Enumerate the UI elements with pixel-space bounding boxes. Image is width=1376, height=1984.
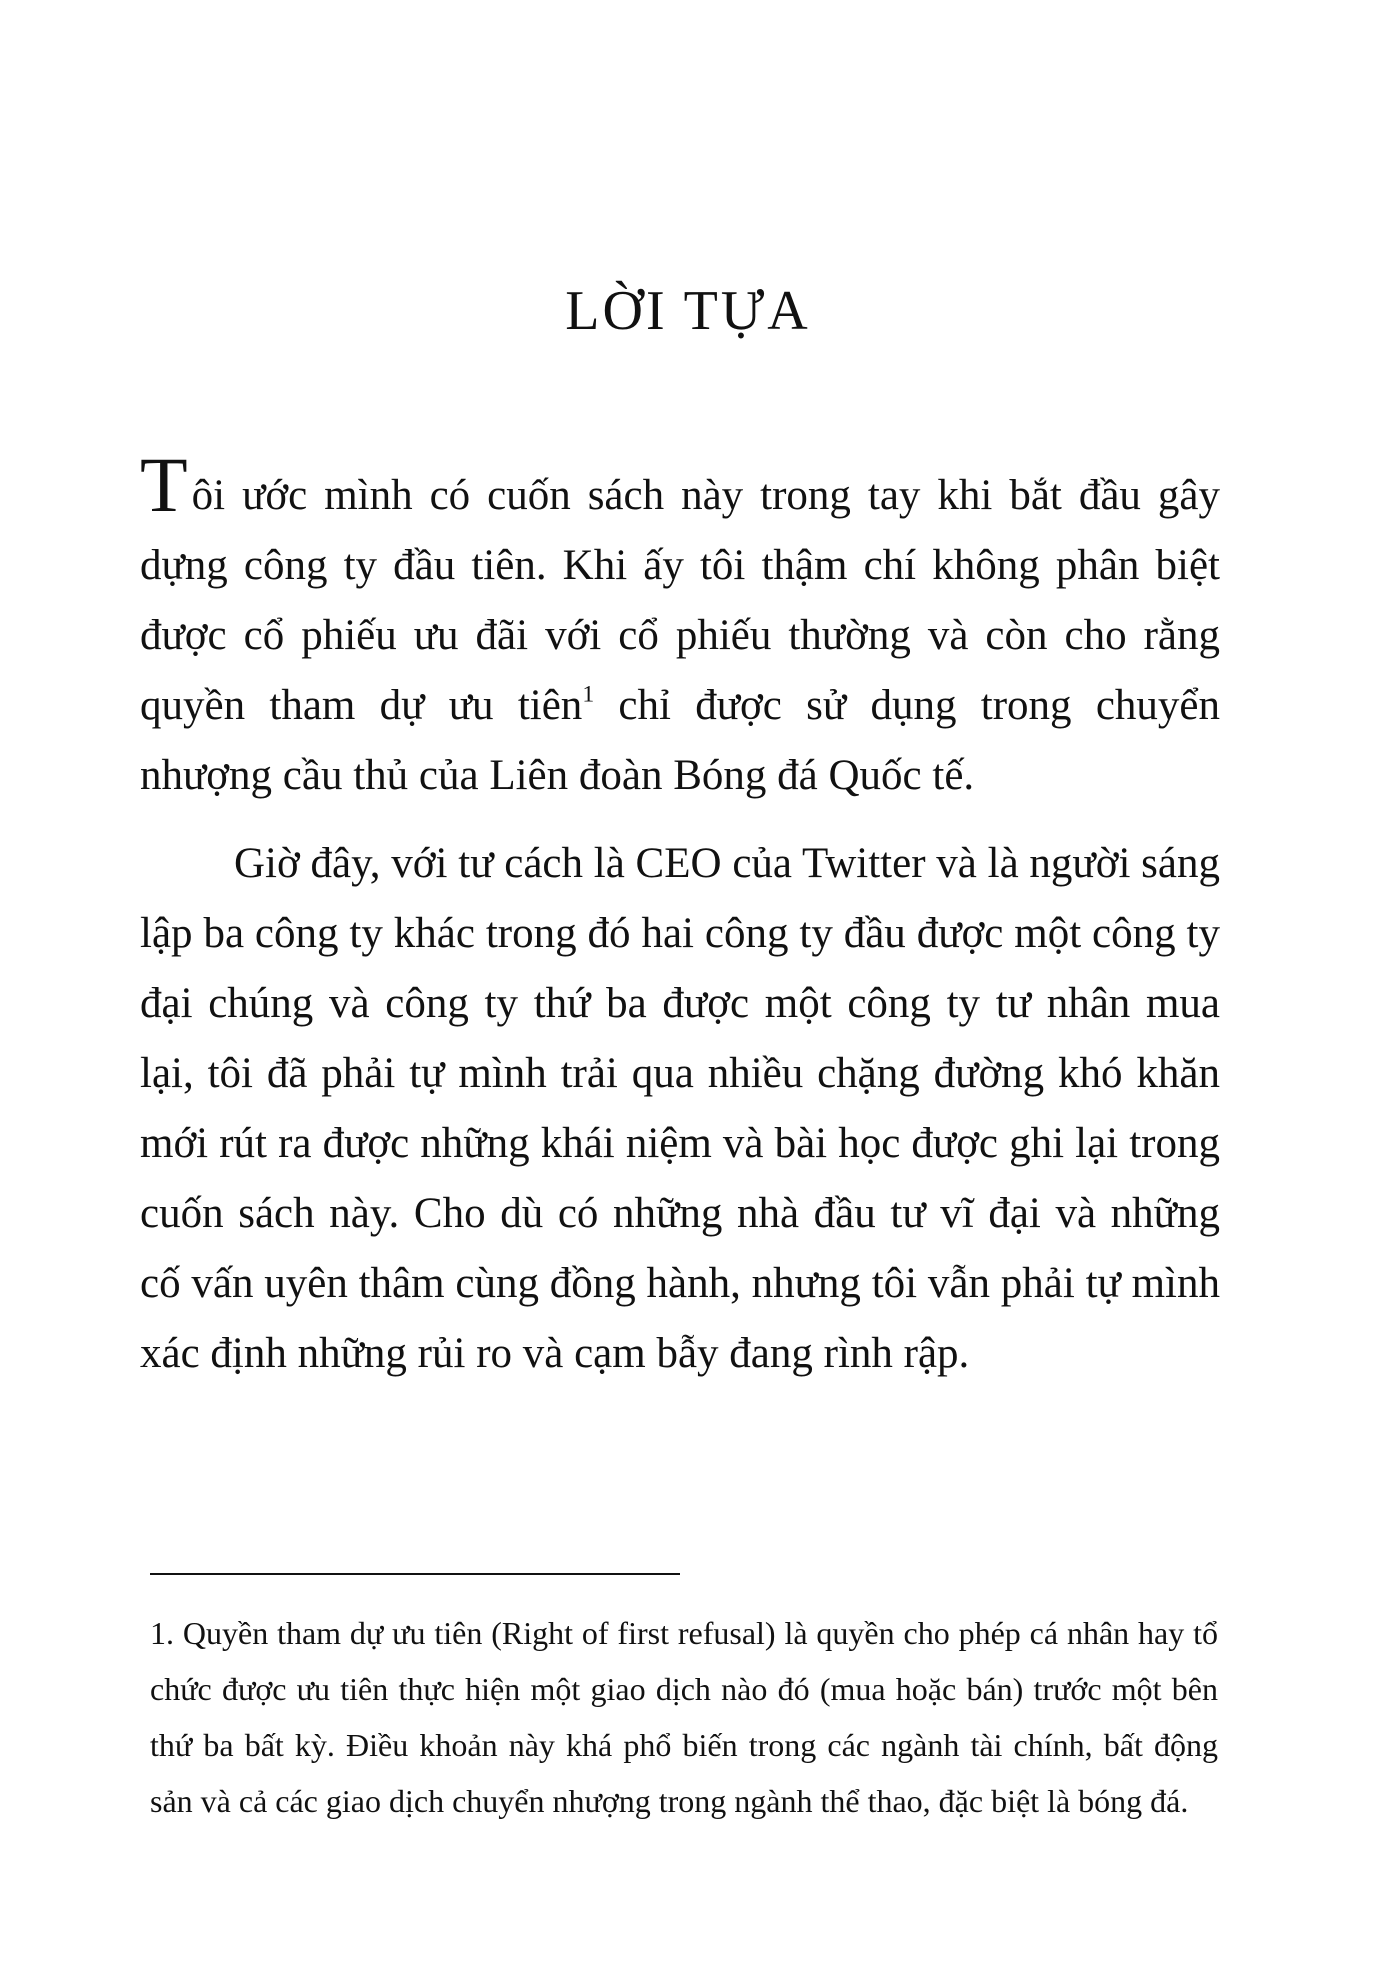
paragraph-1	[140, 441, 1221, 811]
body-text	[140, 441, 1221, 1389]
footnote-reference: 1	[582, 681, 595, 708]
footnote: 1. Quyền tham dự ưu tiên (Right of first refusal) là quyền cho phép cá nhân hay tổ chức được ưu tiên thực hiện một giao dịch nào đó (mua hoặc bán) trước một bên thứ ba bất kỳ. Điều khoản này khá phổ biến trong các ngành tài chính, bất động sản và cả các giao dịch chuyển nhượng trong ngành thể thao, đặc biệt là bóng đá.	[150, 1615, 1218, 1819]
paragraph-2: Giờ đây, với tư cách là CEO của Twitter và là người sáng lập ba công ty khác trong đó hai công ty đầu được một công ty đại chúng và công ty thứ ba được một công ty tư nhân mua lại, tôi đã phải tự mình trải qua nhiều chặng đường khó khăn mới rút ra được những khái niệm và bài học được ghi lại trong cuốn sách này. Cho dù có những nhà đầu tư vĩ đại và những cố vấn uyên thâm cùng đồng hành, nhưng tôi vẫn phải tự mình xác định những rủi ro và cạm bẫy đang rình rập.	[140, 840, 1220, 1377]
paragraph-1-text-b: chỉ được sử dụng trong chuyển nhượng cầu thủ của Liên đoàn Bóng đá Quốc tế.	[140, 682, 1221, 799]
drop-cap: T	[140, 441, 188, 528]
paragraph-1-text-a: ôi ước mình có cuốn sách này trong tay khi bắt đầu gây dựng công ty đầu tiên. Khi ấy tôi thậm chí không phân biệt được cổ phiếu ưu đãi với cổ phiếu thường và còn cho rằng quyền tham dự ưu tiên	[140, 472, 1220, 729]
page-title: LỜI TỰA	[565, 280, 811, 342]
footnote-divider	[150, 1573, 680, 1575]
